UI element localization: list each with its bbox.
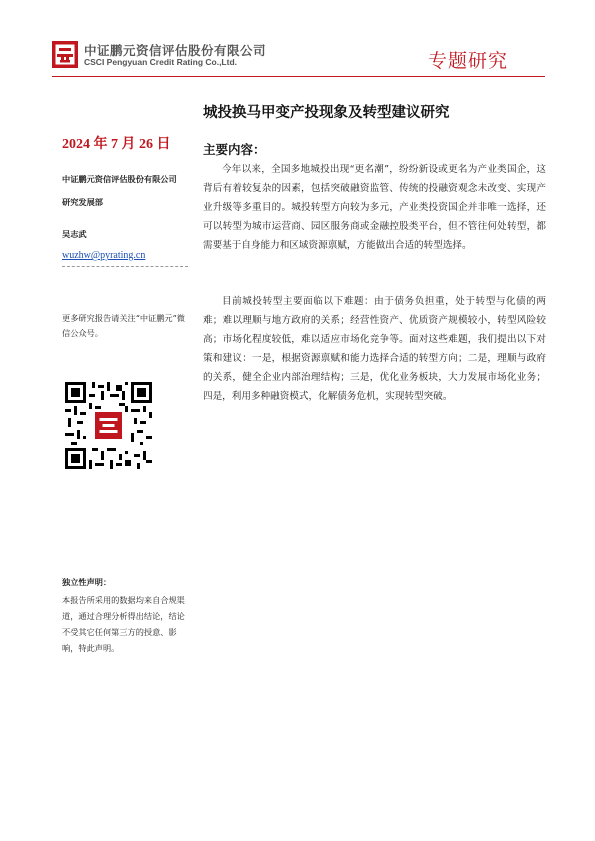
wechat-qr-code-icon	[65, 382, 152, 469]
sidebar-department: 研究发展部	[62, 197, 103, 207]
company-name-cn: 中证鹏元资信评估股份有限公司	[84, 43, 267, 58]
sidebar-divider	[62, 266, 188, 267]
sidebar-company: 中证鹏元资信评估股份有限公司	[62, 174, 177, 184]
independence-statement-text: 本报告所采用的数据均来自合规渠道，通过合理分析得出结论，结论不受其它任何第三方的授意、影响，特此声明。	[62, 595, 185, 653]
company-name-en: CSCI Pengyuan Credit Rating Co.,Ltd.	[84, 57, 238, 67]
wechat-follow-note: 更多研究报告请关注“中证鹏元”微信公众号。	[62, 313, 185, 338]
summary-paragraph: 目前城投转型主要面临以下难题：由于债务负担重，处于转型与化债的两难；难以理顺与地方政府的关系；经营性资产、优质资产规模较小，转型风险较高；市场化程度较低，难以适应市场化竞争等。面对这些难题，我们提出以下对策和建议：一是，根据资源禀赋和能力选择合适的转型方向；二是，理顺与政府的关系，健全企业内部治理结构；三是，优化业务板块，大力发展市场化业务；四是，利用多种融资模式，化解债务危机，实现转型突破。	[203, 296, 546, 402]
header-divider	[52, 76, 545, 77]
author-email-link[interactable]: wuzhw@pyrating.cn	[62, 250, 146, 261]
csci-pengyuan-logo-icon	[52, 41, 78, 68]
independence-statement-title: 独立性声明：	[62, 577, 112, 587]
summary-paragraph: 今年以来，全国多地城投出现“更名潮”，纷纷新设或更名为产业类国企，这背后有着较复杂的因素，包括突破融资监管、传统的投融资观念未改变、实现产业升级等多重目的。城投转型方向较为多元，产业类投资国企并非唯一选择，还可以转型为城市运营商、园区服务商或金融控股类平台，但不管往何处转型，都需要基于自身能力和区域资源禀赋，方能做出合适的转型选择。	[203, 164, 546, 251]
report-type-label: 专题研究	[428, 50, 509, 72]
sidebar-author: 吴志武	[62, 229, 87, 239]
document-title: 城投换马甲变产投现象及转型建议研究	[203, 105, 450, 121]
report-date: 2024 年 7 月 26 日	[62, 137, 171, 152]
summary-heading: 主要内容：	[203, 142, 266, 157]
